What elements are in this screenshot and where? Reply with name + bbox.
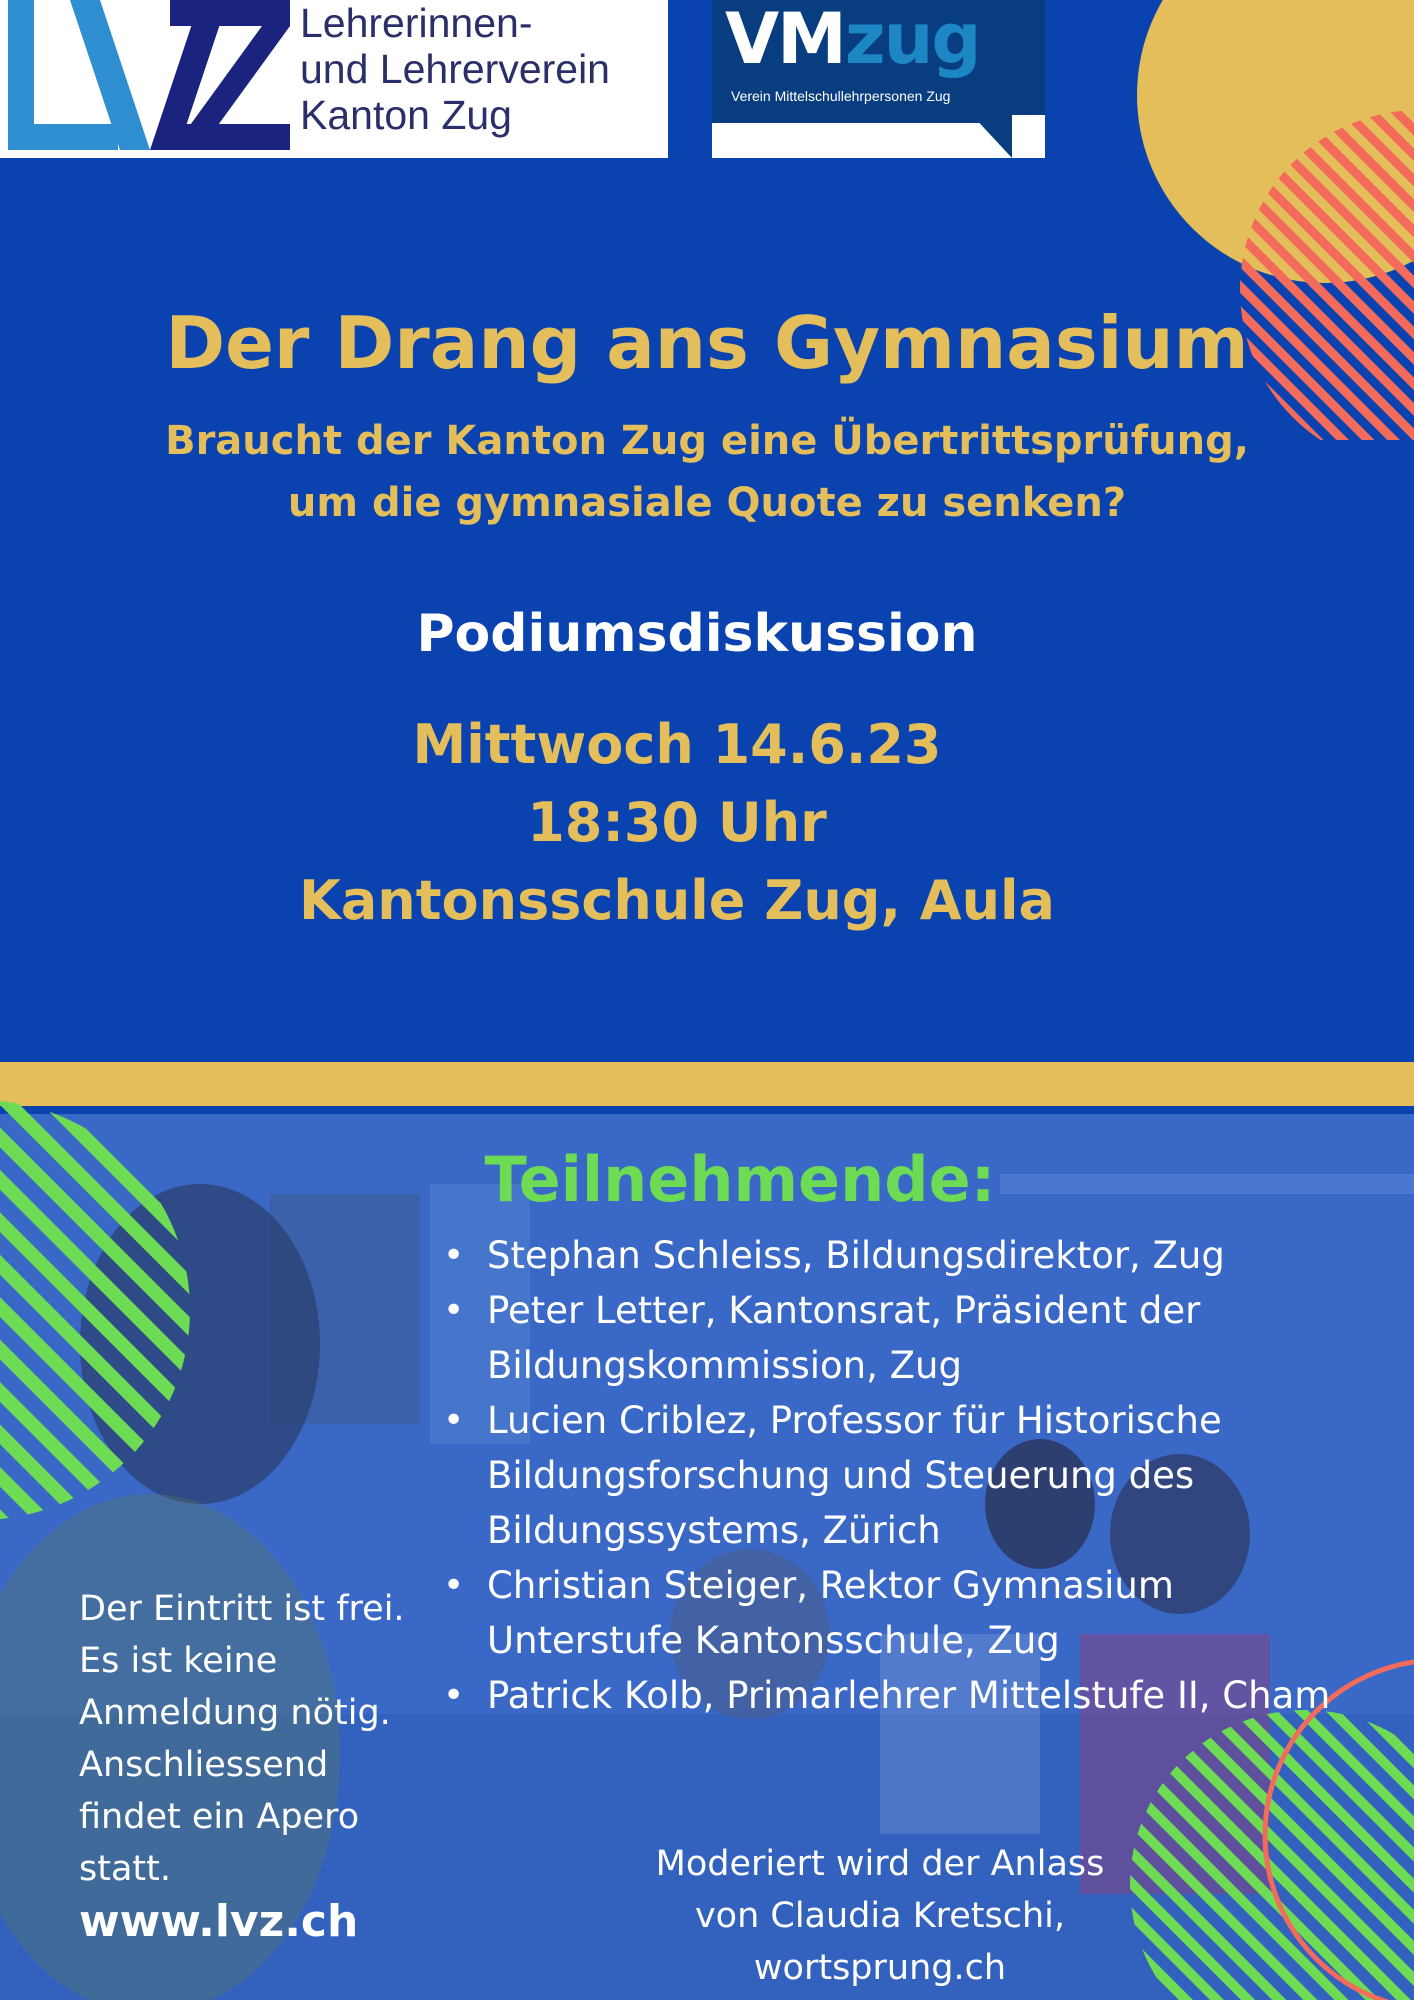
participant-item: • Lucien Criblez, Professor für Historische Bildungsforschung und Steuerung des Bildungssystems, Zürich (443, 1393, 1363, 1558)
entry-line: statt. (79, 1849, 171, 1889)
lvz-logo (0, 0, 668, 158)
website-link[interactable]: www.lvz.ch (79, 1896, 359, 1947)
event-subtitle (100, 410, 1314, 534)
event-details (0, 706, 1354, 940)
entry-line: Es ist keine (79, 1641, 278, 1681)
lvz-name-line: Lehrerinnen- (300, 0, 533, 46)
subtitle-line: um die gymnasiale Quote zu senken? (287, 480, 1127, 526)
subtitle-line: Braucht der Kanton Zug eine Übertrittsprüfung, (165, 418, 1249, 464)
moderator-line: von Claudia Kretschi, (694, 1896, 1066, 1936)
divider-bar (0, 1062, 1414, 1106)
entry-line: Anmeldung nötig. (79, 1693, 391, 1733)
moderator-line: Moderiert wird der Anlass (655, 1844, 1105, 1884)
event-date: Mittwoch 14.6.23 (412, 713, 942, 776)
vmzug-logo (712, 0, 1045, 158)
participants-list (443, 1228, 1363, 1723)
participant-item: • Patrick Kolb, Primarlehrer Mittelstufe II, Cham (443, 1668, 1363, 1723)
event-type: Podiumsdiskussion (416, 604, 978, 664)
lvz-name (300, 0, 610, 138)
entry-line: Anschliessend (79, 1745, 329, 1785)
event-location: Kantonsschule Zug, Aula (299, 869, 1055, 932)
participant-item: • Peter Letter, Kantonsrat, Präsident der Bildungskommission, Zug (443, 1283, 1363, 1393)
participants-heading: Teilnehmende: (484, 1143, 996, 1216)
vmzug-wordmark (725, 0, 980, 80)
moderator-line: wortsprung.ch (753, 1948, 1007, 1988)
vmzug-wordmark-zug: zug (844, 0, 980, 80)
lvz-name-line: Kanton Zug (300, 92, 512, 138)
entry-info (79, 1583, 459, 1895)
vmzug-tagline: Verein Mittelschullehrpersonen Zug (731, 88, 951, 104)
event-time: 18:30 Uhr (527, 791, 827, 854)
decorative-circle-left (0, 1020, 200, 1600)
participant-item: • Stephan Schleiss, Bildungsdirektor, Zug (443, 1228, 1363, 1283)
participant-item: • Christian Steiger, Rektor Gymnasium Unterstufe Kantonsschule, Zug (443, 1558, 1363, 1668)
entry-line: Der Eintritt ist frei. (79, 1589, 405, 1629)
vmzug-wordmark-vm: VM (725, 0, 845, 80)
entry-line: findet ein Apero (79, 1797, 360, 1837)
moderator-info (580, 1838, 1180, 1994)
lvz-name-line: und Lehrerverein (300, 46, 610, 92)
speech-bubble-tail (712, 115, 1045, 158)
lvz-letters-graphic (0, 0, 300, 158)
event-title: Der Drang ans Gymnasium (165, 301, 1249, 385)
divider-line (0, 1106, 1414, 1114)
